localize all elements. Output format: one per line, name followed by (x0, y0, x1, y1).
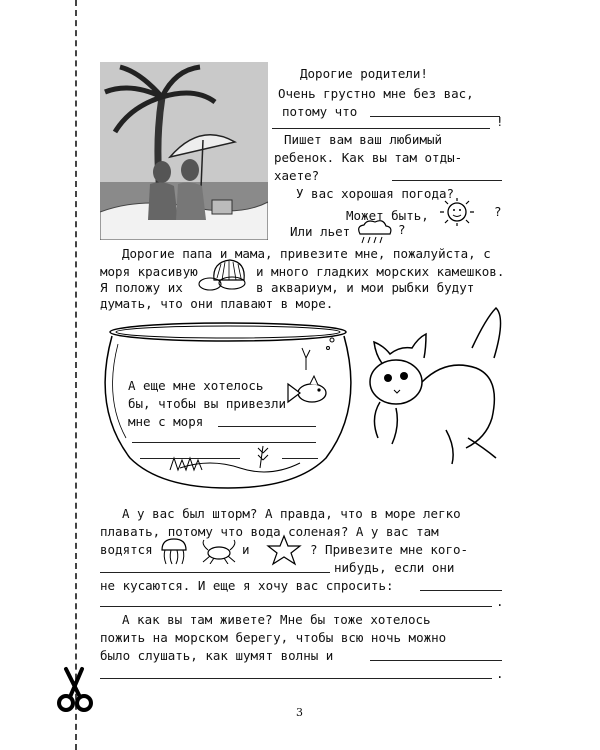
letter-line: хаете? (274, 168, 320, 183)
answer-line[interactable] (100, 572, 330, 573)
question-mark: ? (494, 204, 502, 219)
answer-line[interactable] (282, 458, 318, 459)
answer-line[interactable] (132, 442, 316, 443)
letter-greeting: Дорогие родители! (300, 66, 428, 81)
paragraph-line: плавать, потому что вода соленая? А у вас там (100, 524, 439, 539)
paragraph-line: думать, что они плавают в море. (100, 296, 334, 311)
letter-line: ребенок. Как вы там отды- (274, 150, 463, 165)
answer-line[interactable] (100, 678, 492, 679)
paragraph-line: моря красивую (100, 264, 198, 279)
aquarium-line: бы, чтобы вы привезли (128, 396, 287, 411)
scissors-icon (54, 665, 96, 715)
letter-exclamation: ! (496, 114, 504, 129)
answer-line[interactable] (272, 128, 490, 129)
paragraph-line: А как вы там живете? Мне бы тоже хотелось (122, 612, 431, 627)
paragraph-line: было слушать, как шумят волны и (100, 648, 334, 663)
pebble-icon (196, 272, 252, 292)
paragraph-line: А у вас был шторм? А правда, что в море легко (122, 506, 461, 521)
jellyfish-icon (154, 536, 194, 566)
question-mark: ? (398, 222, 406, 237)
letter-line: У вас хорошая погода? (296, 186, 455, 201)
letter-line: потому что (282, 104, 358, 119)
paragraph-line: водятся (100, 542, 153, 557)
paragraph-line: Дорогие папа и мама, привезите мне, пожалуйста, с (122, 246, 491, 261)
letter-line: Или льет (290, 224, 351, 239)
aquarium-line: А еще мне хотелось (128, 378, 264, 393)
rain-cloud-icon (352, 218, 396, 246)
answer-line[interactable] (370, 660, 502, 661)
paragraph-line: Я положу их (100, 280, 183, 295)
paragraph-line: и (242, 542, 250, 557)
page-number: 3 (296, 706, 303, 719)
letter-line: Очень грустно мне без вас, (278, 86, 474, 101)
answer-line[interactable] (100, 606, 492, 607)
kitten-illustration (356, 298, 506, 468)
beach-illustration (100, 62, 268, 240)
paragraph-line: не кусаются. И еще я хочу вас спросить: (100, 578, 394, 593)
paragraph-line: пожить на морском берегу, чтобы всю ночь можно (100, 630, 447, 645)
answer-line[interactable] (140, 458, 240, 459)
letter-line: Может быть, (346, 208, 429, 223)
crab-icon (198, 538, 240, 564)
letter-line: Пишет вам ваш любимый (284, 132, 443, 147)
answer-line[interactable] (218, 426, 316, 427)
paragraph-line: и много гладких морских камешков. (256, 264, 505, 279)
answer-line[interactable] (420, 590, 502, 591)
aquarium-line: мне с моря (128, 414, 204, 429)
answer-line[interactable] (370, 116, 500, 117)
period-mark: . (496, 666, 504, 681)
sun-icon (428, 196, 486, 228)
period-mark: . (496, 594, 504, 609)
starfish-icon (264, 534, 304, 566)
answer-line[interactable] (392, 180, 502, 181)
paragraph-line: в аквариум, и мои рыбки будут (256, 280, 475, 295)
paragraph-line: нибудь, если они (334, 560, 455, 575)
cut-line (75, 0, 77, 750)
paragraph-line: ? Привезите мне кого- (310, 542, 469, 557)
